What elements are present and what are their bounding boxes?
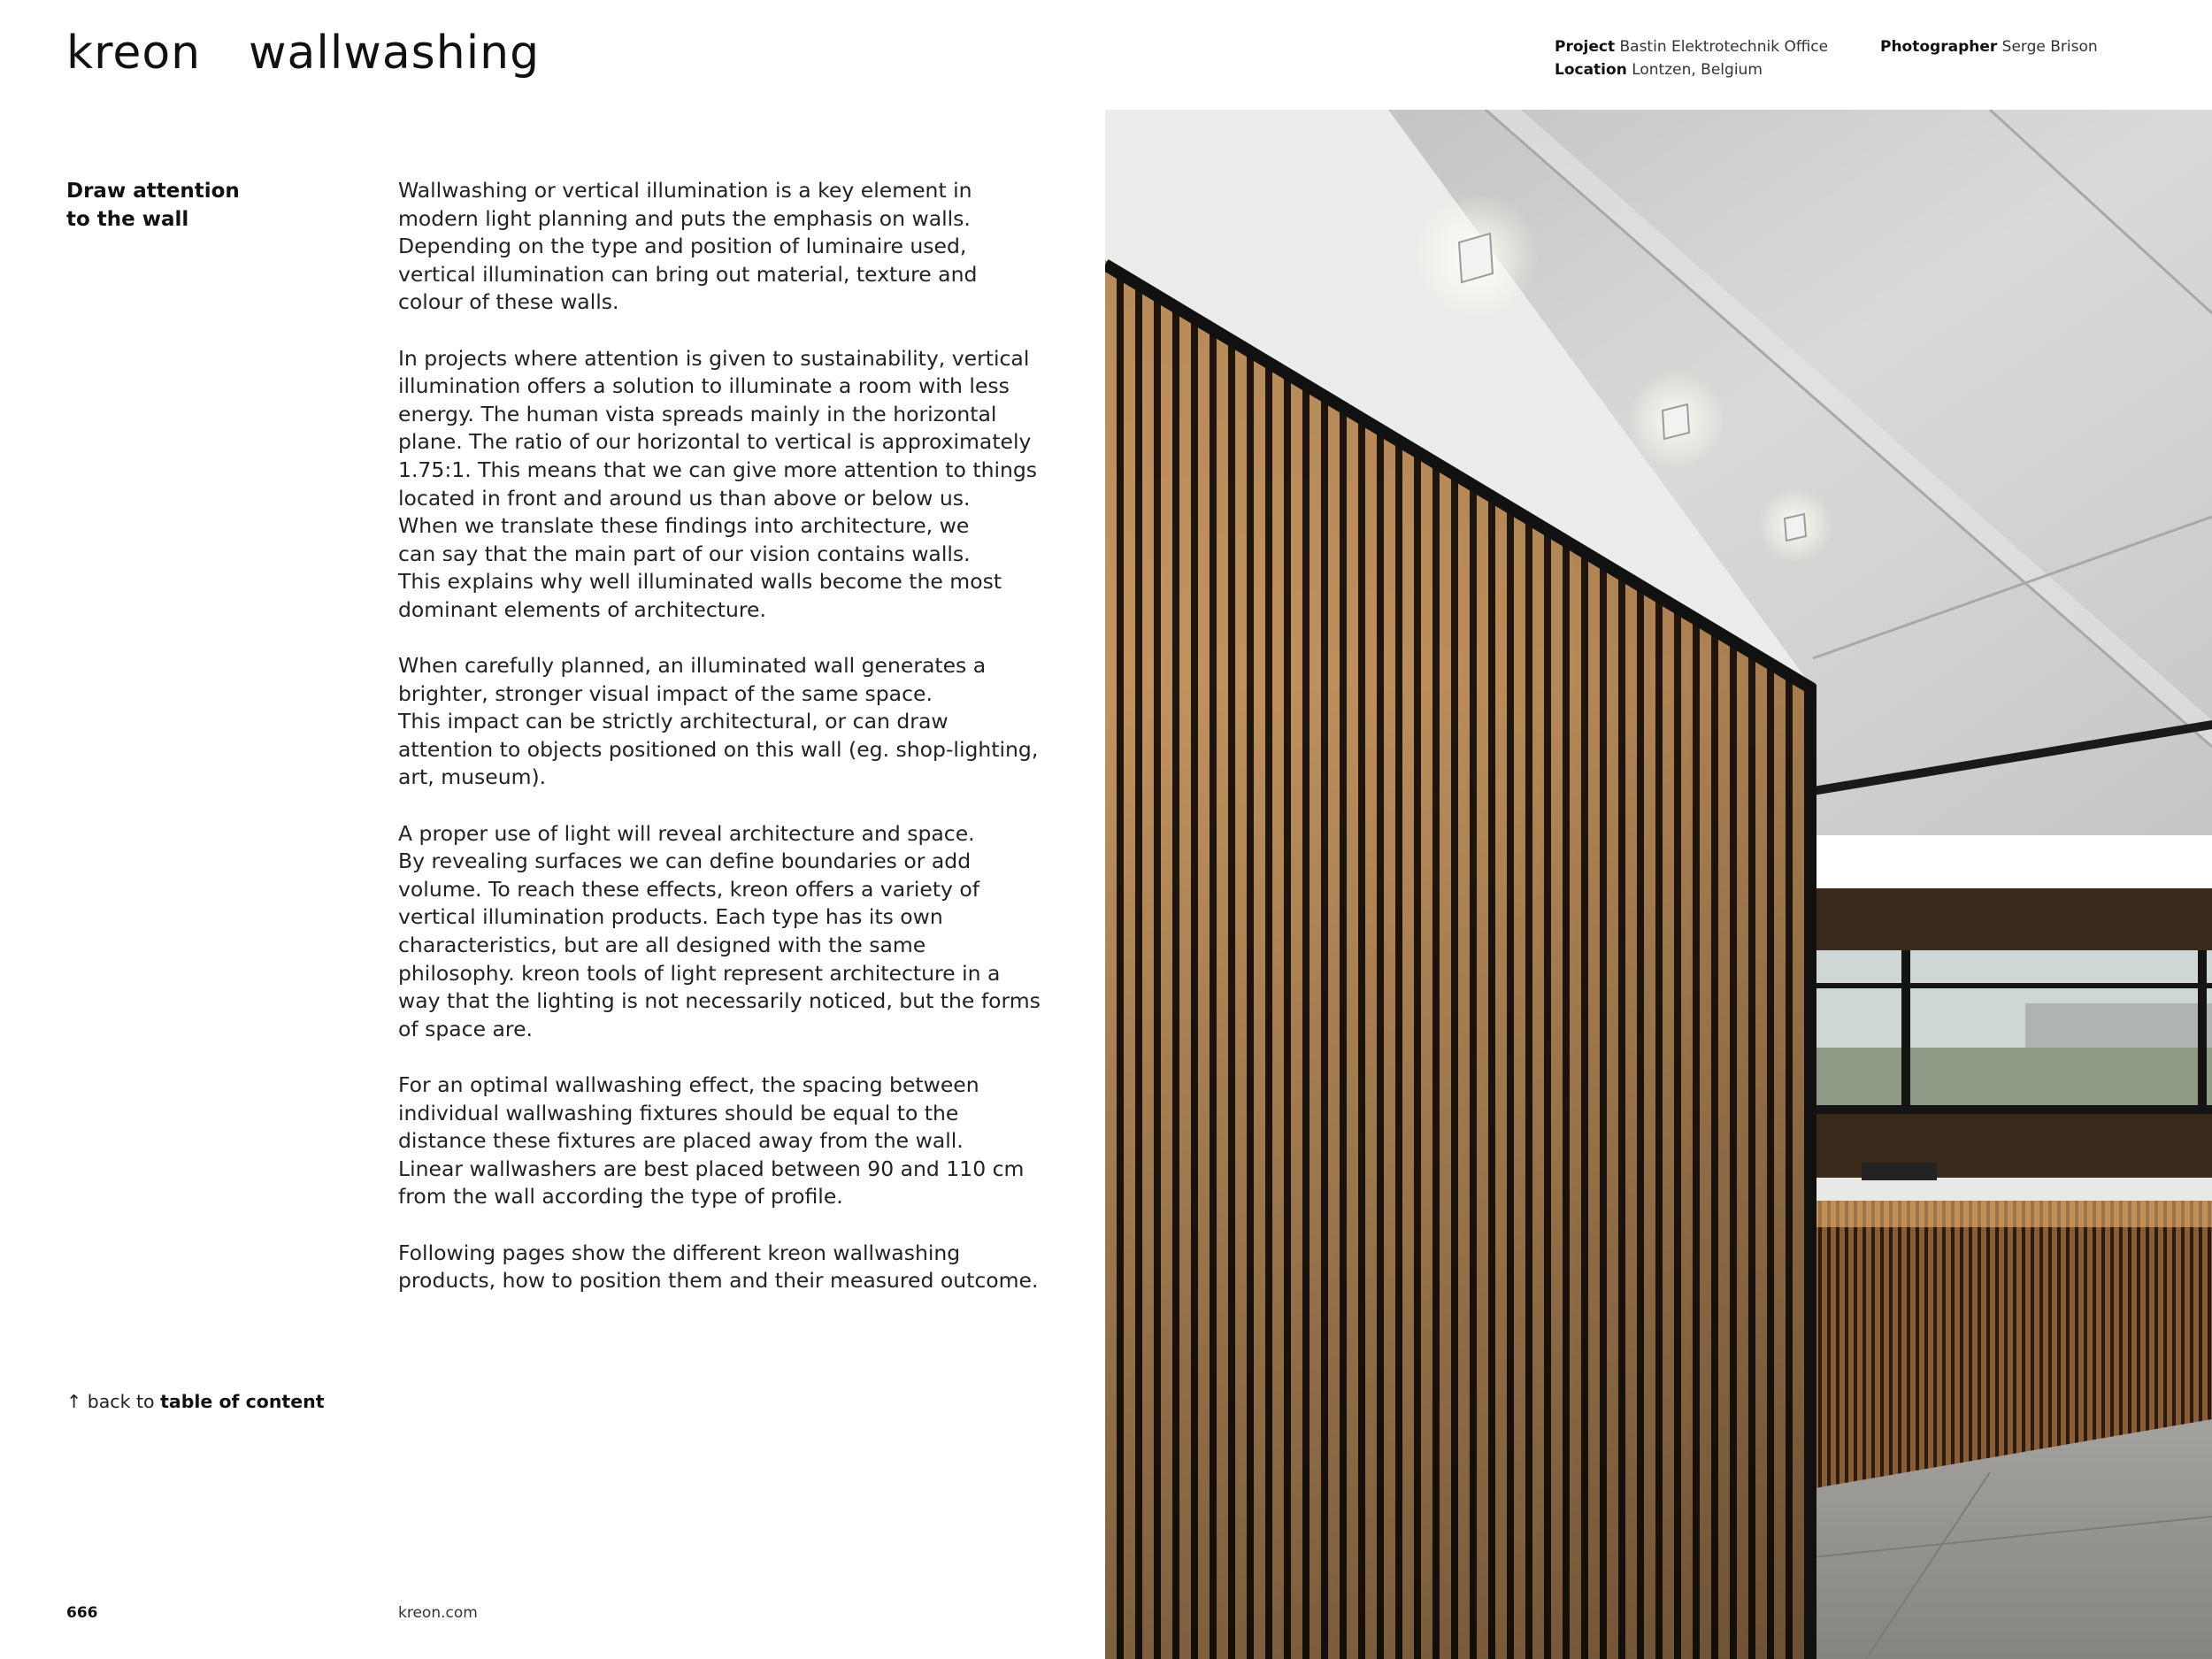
photographer-value: Serge Brison xyxy=(2001,38,2098,56)
location-line xyxy=(1555,58,1828,81)
photographer-credit xyxy=(1880,35,2098,58)
article-body xyxy=(398,177,1053,1323)
article-paragraph: Wallwashing or vertical illumination is a key element in modern light planning and puts the emphasis on walls. Depending on the type and position of luminaire used, vertical illumination can bring out material, texture and colour of these walls. xyxy=(398,178,978,315)
page-number: 666 xyxy=(66,1604,98,1622)
project-line xyxy=(1555,35,1828,58)
wallwasher-light xyxy=(1459,234,1493,282)
article-paragraph: In projects where attention is given to sustainability, vertical illumination offers a solution to illuminate a room with less energy. The human vista spreads mainly in the horizontal plane. The ratio of our horizontal to vertical is approximately 1.75:1. This means that we can give more attention to things located in front and around us than above or below us. When we translate these findings into architecture, we can say that the main part of our vision contains walls. This explains why well illuminated walls become the most dominant elements of architecture. xyxy=(398,345,1038,622)
monitor xyxy=(1862,1163,1937,1180)
location-value: Lontzen, Belgium xyxy=(1632,61,1763,79)
article-paragraph: For an optimal wallwashing effect, the spacing between individual wallwashing fixtures should be equal to the distance these fixtures are placed away from the wall. Linear wallwashers are best placed between 90 and 110 cm from the wall according the type of profile. xyxy=(398,1072,1025,1210)
site-url[interactable]: kreon.com xyxy=(398,1604,478,1622)
brand-logo: kreon xyxy=(66,27,202,80)
project-credits xyxy=(1555,35,1828,81)
window-building xyxy=(2025,1003,2212,1048)
back-text: back to xyxy=(87,1391,155,1412)
window-landscape xyxy=(1813,1048,2212,1110)
wallwasher-light xyxy=(1663,404,1689,439)
counter-top xyxy=(1813,1178,2212,1201)
photographer-label: Photographer xyxy=(1880,38,1998,56)
wallwasher-light xyxy=(1785,514,1806,541)
article-paragraph: When carefully planned, an illuminated wall generates a brighter, stronger visual impact of the same space. This impact can be strictly architectural, or can draw attention to objects positioned on this wall (eg. shop-lighting, art, museum). xyxy=(398,653,1039,790)
article-paragraph: A proper use of light will reveal architecture and space. By revealing surfaces we can define boundaries or add volume. To reach these effects, kreon offers a variety of vertical illumination products. Each type has its own characteristics, but are all designed with the same philosophy. kreon tools of light represent architecture in a way that the lighting is not necessarily noticed, but the forms of space are. xyxy=(398,820,1041,1041)
window-frame-bottom xyxy=(1813,1105,2212,1114)
project-value: Bastin Elektrotechnik Office xyxy=(1619,38,1829,56)
section-title: wallwashing xyxy=(249,27,541,80)
office-wallwashing-photo xyxy=(1105,110,2212,1659)
article-paragraph: Following pages show the different kreon wallwashing products, how to position them and their measured outcome. xyxy=(398,1240,1039,1294)
project-label: Project xyxy=(1555,38,1616,56)
location-label: Location xyxy=(1555,61,1627,79)
back-to-toc-link[interactable] xyxy=(66,1391,325,1412)
wall-end-edge xyxy=(1804,685,1816,1659)
aside-heading: Draw attention to the wall xyxy=(66,180,240,231)
counter-glow xyxy=(1813,1201,2212,1227)
toc-link-text[interactable]: table of content xyxy=(160,1391,325,1412)
arrow-up-icon: ↑ xyxy=(66,1391,82,1412)
